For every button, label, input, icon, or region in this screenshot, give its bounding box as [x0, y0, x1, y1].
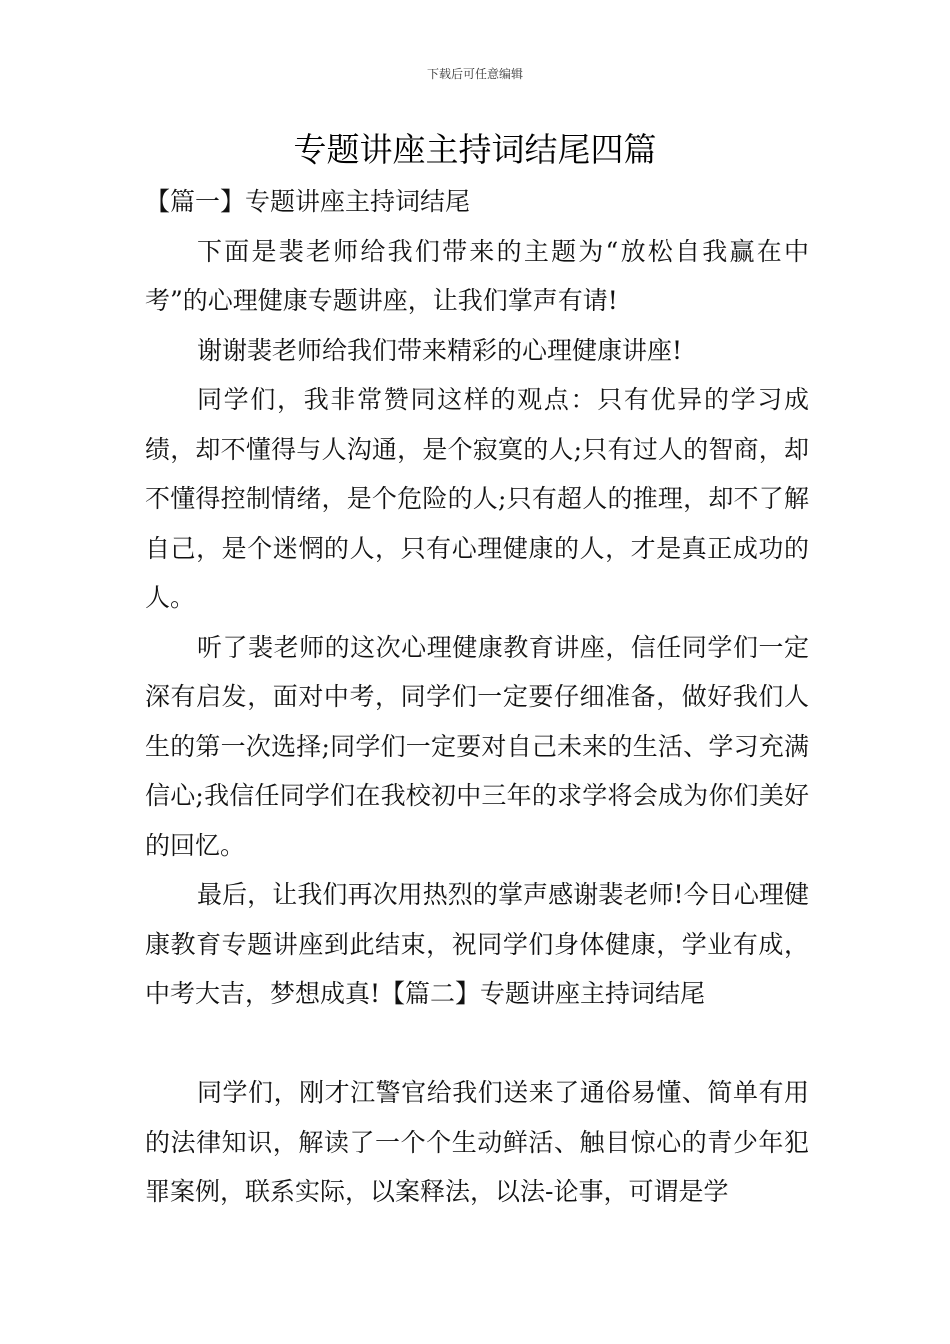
document-body [145, 177, 809, 1217]
paragraph: 最后，让我们再次用热烈的掌声感谢裴老师!今日心理健康教育专题讲座到此结束，祝同学们身体健康，学业有成，中考大吉，梦想成真!【篇二】专题讲座主持词结尾 [145, 880, 809, 1008]
header-note: 下载后可任意编辑 [426, 67, 523, 81]
paragraph: 同学们，我非常赞同这样的观点：只有优异的学习成绩，却不懂得与人沟通，是个寂寞的人;只有过人的智商，却不懂得控制情绪，是个危险的人;只有超人的推理，却不了解自己，是个迷惘的人，只有心理健康的人，才是真正成功的人。 [145, 385, 809, 612]
blank-line [145, 1019, 809, 1069]
section-heading: 【篇一】专题讲座主持词结尾 [145, 187, 471, 216]
paragraph: 下面是裴老师给我们带来的主题为“放松自我赢在中考”的心理健康专题讲座，让我们掌声有请! [145, 236, 809, 315]
paragraph: 同学们，刚才江警官给我们送来了通俗易懂、简单有用的法律知识，解读了一个个生动鲜活、触目惊心的青少年犯罪案例，联系实际，以案释法，以法-论事，可谓是学 [145, 1078, 809, 1206]
paragraph: 听了裴老师的这次心理健康教育讲座，信任同学们一定深有启发，面对中考，同学们一定要仔细准备，做好我们人生的第一次选择;同学们一定要对自己未来的生活、学习充满信心;我信任同学们在我校初中三年的求学将会成为你们美好的回忆。 [145, 632, 809, 860]
document-title: 专题讲座主持词结尾四篇 [293, 130, 657, 169]
paragraph: 谢谢裴老师给我们带来精彩的心理健康讲座! [197, 335, 683, 365]
